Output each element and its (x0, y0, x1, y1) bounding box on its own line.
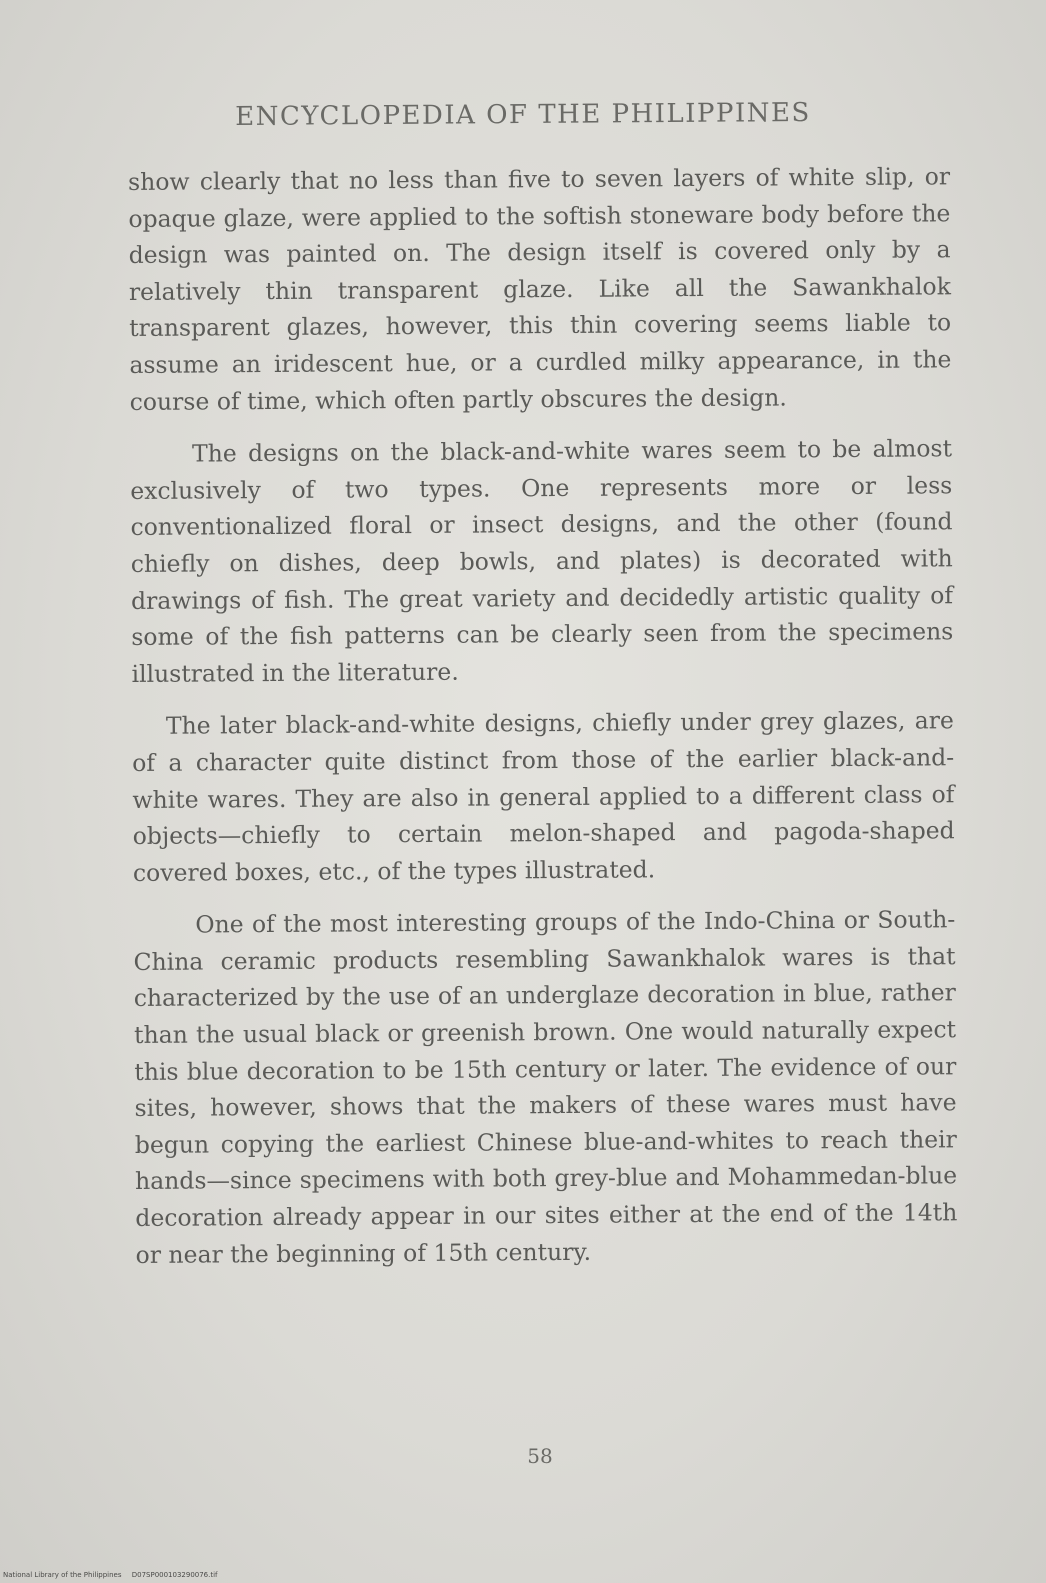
page-number: 58 (527, 1444, 553, 1468)
running-head-title: ENCYCLOPEDIA OF THE PHILIPPINES (235, 97, 811, 133)
footer-credit (3, 1571, 226, 1579)
scan-id: D07SP000103290076.tif (131, 1571, 218, 1579)
body-text (128, 158, 958, 1289)
paragraph-2: The designs on the black-and-white wares seem to be almost exclusively of two types. One represents more or less conventionalized floral or insect designs, and the other (found chiefly on dishes, deep bowls, and plates) is decorated with drawings of fish. The great variety and decidedly artistic quality of some of the fish patterns can be clearly seen from the specimens illustrated in the literature. (130, 434, 954, 688)
paragraph-1: show clearly that no less than five to seven layers of white slip, or opaque glaze, were applied to the softish stoneware body before the design was painted on. The design itself is covered only by a relatively thin transparent glaze. Like all the Sawankhalok transparent glazes, however, this thin covering seems liable to assume an iridescent hue, or a curdled milky appearance, in the course of time, which often partly obscures the design. (128, 162, 952, 416)
library-credit: National Library of the Philippines (3, 1571, 122, 1579)
paragraph-4: One of the most interesting groups of the Indo-China or South-China ceramic products resembling Sawankhalok wares is that characterized by the use of an underglaze decoration in blue, rather than the usual black or greenish brown. One would naturally expect this blue decoration to be 15th century or later. The evidence of our sites, however, shows that the makers of these wares must have begun copying the earliest Chinese blue-and-whites to reach their hands—since specimens with both grey-blue and Mohammedan-blue decoration already appear in our sites either at the end of the 14th or near the beginning of 15th century. (133, 905, 958, 1269)
paragraph-3: The later black-and-white designs, chiefly under grey glazes, are of a character quite distinct from those of the earlier black-and-white wares. They are also in general applied to a different class of objects—chiefly to certain melon-shaped and pagoda-shaped covered boxes, etc., of the types illustrated. (132, 706, 955, 887)
